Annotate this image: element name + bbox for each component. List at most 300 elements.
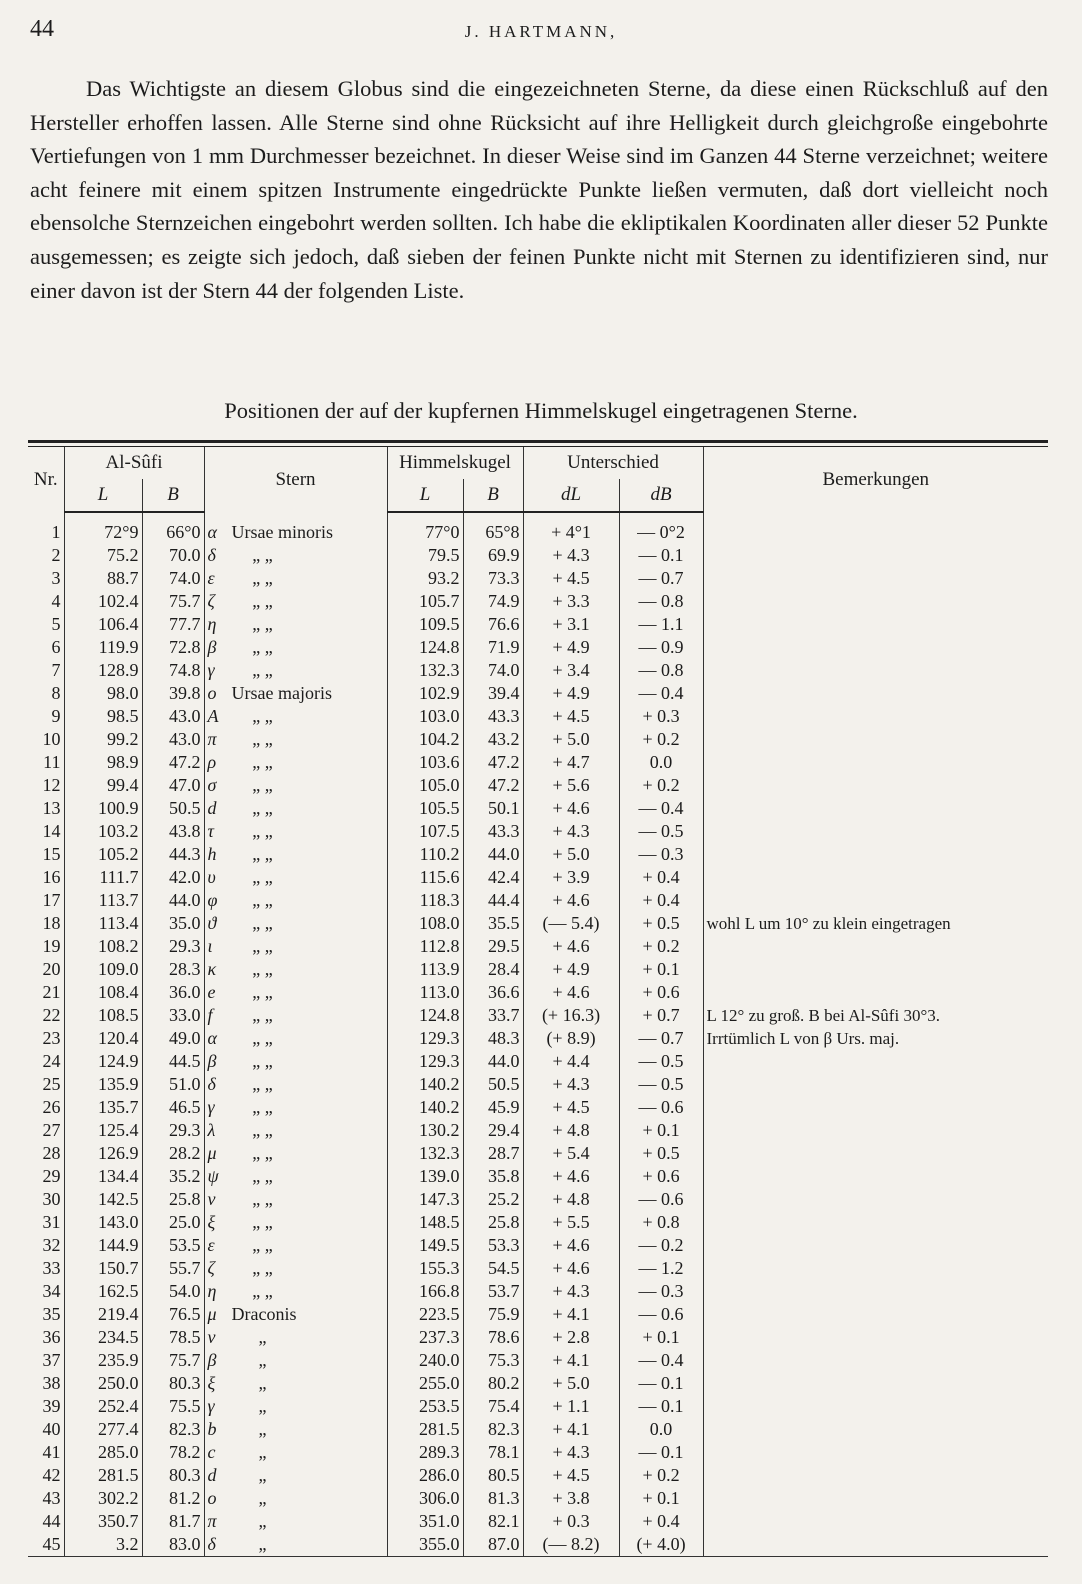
cell-himmel-B: 87.0	[463, 1533, 523, 1557]
cell-alsufi-B: 43.0	[142, 728, 204, 751]
star-letter: ν	[207, 1327, 216, 1347]
cell-himmel-L: 113.0	[387, 981, 463, 1004]
cell-diff-dL: (+ 8.9)	[523, 1027, 619, 1050]
cell-himmel-B: 53.3	[463, 1234, 523, 1257]
table-row	[28, 1096, 1048, 1119]
star-letter: ρ	[207, 752, 217, 772]
table-row	[28, 820, 1048, 843]
cell-himmel-B: 44.4	[463, 889, 523, 912]
cell-himmel-L: 104.2	[387, 728, 463, 751]
star-letter: η	[207, 614, 217, 634]
star-letter: δ	[207, 1534, 216, 1554]
constellation-name: „ „	[252, 1166, 273, 1186]
constellation-name: „	[258, 1442, 267, 1462]
star-letter: ν	[207, 1189, 216, 1209]
table-row	[28, 889, 1048, 912]
cell-diff-dL: (+ 16.3)	[523, 1004, 619, 1027]
table-row	[28, 1119, 1048, 1142]
table-row	[28, 1510, 1048, 1533]
cell-bemerkung	[703, 843, 1048, 866]
cell-himmel-B: 47.2	[463, 774, 523, 797]
cell-himmel-L: 77°0	[387, 512, 463, 544]
cell-nr: 25	[42, 1074, 61, 1094]
table-row	[28, 958, 1048, 981]
cell-diff-dL: + 3.4	[523, 659, 619, 682]
cell-himmel-L: 255.0	[387, 1372, 463, 1395]
cell-diff-dB: — 0.7	[619, 1027, 703, 1050]
cell-alsufi-L: 113.4	[64, 912, 142, 935]
cell-bemerkung	[703, 613, 1048, 636]
col-header-hB: B	[463, 479, 523, 512]
cell-alsufi-L: 3.2	[64, 1533, 142, 1557]
constellation-name: „ „	[252, 729, 273, 749]
cell-diff-dB: — 0.6	[619, 1188, 703, 1211]
star-letter: α	[207, 521, 217, 542]
star-letter: β	[207, 1051, 217, 1071]
col-header-unterschied: Unterschied	[523, 447, 703, 479]
cell-diff-dB: — 1.2	[619, 1257, 703, 1280]
cell-nr: 28	[42, 1143, 61, 1163]
table-caption: Positionen der auf der kupfernen Himmelskugel eingetragenen Sterne.	[224, 398, 858, 423]
cell-nr: 20	[42, 959, 61, 979]
cell-diff-dL: + 4.4	[523, 1050, 619, 1073]
cell-stern	[204, 1487, 387, 1510]
col-header-B: B	[142, 479, 204, 512]
cell-himmel-L: 79.5	[387, 544, 463, 567]
cell-nr: 3	[51, 568, 61, 588]
cell-alsufi-B: 80.3	[142, 1372, 204, 1395]
star-letter: η	[207, 1281, 217, 1301]
cell-alsufi-L: 72°9	[64, 512, 142, 544]
cell-stern	[204, 1533, 387, 1557]
cell-stern	[204, 843, 387, 866]
cell-diff-dL: + 4.5	[523, 567, 619, 590]
cell-alsufi-B: 82.3	[142, 1418, 204, 1441]
constellation-name: „	[258, 1350, 267, 1370]
cell-alsufi-L: 88.7	[64, 567, 142, 590]
table-row	[28, 567, 1048, 590]
cell-stern	[204, 1188, 387, 1211]
cell-nr: 19	[42, 936, 61, 956]
constellation-name: „ „	[252, 1212, 273, 1232]
cell-alsufi-B: 25.8	[142, 1188, 204, 1211]
cell-stern	[204, 1027, 387, 1050]
table-row	[28, 1487, 1048, 1510]
cell-stern	[204, 1418, 387, 1441]
cell-diff-dB: — 0.6	[619, 1303, 703, 1326]
cell-himmel-B: 35.5	[463, 912, 523, 935]
star-letter: δ	[207, 1074, 216, 1094]
cell-himmel-B: 53.7	[463, 1280, 523, 1303]
cell-alsufi-L: 234.5	[64, 1326, 142, 1349]
cell-stern	[204, 797, 387, 820]
cell-stern	[204, 1441, 387, 1464]
cell-diff-dL: + 4.3	[523, 1280, 619, 1303]
cell-diff-dL: + 4.9	[523, 958, 619, 981]
cell-himmel-B: 45.9	[463, 1096, 523, 1119]
cell-diff-dB: + 0.6	[619, 1165, 703, 1188]
cell-stern	[204, 1165, 387, 1188]
cell-alsufi-L: 105.2	[64, 843, 142, 866]
cell-diff-dB: + 0.2	[619, 1464, 703, 1487]
cell-nr: 38	[42, 1373, 61, 1393]
cell-nr: 9	[51, 706, 61, 726]
cell-himmel-B: 25.8	[463, 1211, 523, 1234]
table-row	[28, 843, 1048, 866]
cell-alsufi-L: 135.7	[64, 1096, 142, 1119]
cell-alsufi-B: 28.2	[142, 1142, 204, 1165]
cell-nr: 34	[42, 1281, 61, 1301]
cell-stern	[204, 1395, 387, 1418]
cell-himmel-B: 80.5	[463, 1464, 523, 1487]
cell-diff-dL: (— 5.4)	[523, 912, 619, 935]
cell-diff-dL: (— 8.2)	[523, 1533, 619, 1557]
cell-bemerkung	[703, 774, 1048, 797]
constellation-name: „ „	[252, 982, 273, 1002]
cell-alsufi-L: 111.7	[64, 866, 142, 889]
cell-bemerkung	[703, 1326, 1048, 1349]
star-letter: ξ	[207, 1373, 216, 1393]
cell-alsufi-L: 119.9	[64, 636, 142, 659]
cell-alsufi-B: 35.2	[142, 1165, 204, 1188]
cell-himmel-B: 29.5	[463, 935, 523, 958]
star-letter: φ	[207, 890, 218, 910]
cell-alsufi-L: 350.7	[64, 1510, 142, 1533]
cell-alsufi-L: 99.2	[64, 728, 142, 751]
cell-nr: 11	[43, 752, 61, 772]
cell-nr: 42	[42, 1465, 61, 1485]
cell-himmel-L: 253.5	[387, 1395, 463, 1418]
table-row	[28, 512, 1048, 544]
cell-diff-dL: + 4.6	[523, 981, 619, 1004]
cell-stern	[204, 820, 387, 843]
cell-diff-dB: — 0.1	[619, 1395, 703, 1418]
constellation-name: „ „	[252, 1189, 273, 1209]
cell-stern	[204, 590, 387, 613]
cell-nr: 1	[51, 521, 61, 542]
constellation-name: Ursae majoris	[231, 683, 332, 703]
cell-himmel-L: 105.0	[387, 774, 463, 797]
cell-diff-dB: — 0.3	[619, 1280, 703, 1303]
cell-alsufi-L: 98.5	[64, 705, 142, 728]
cell-alsufi-L: 125.4	[64, 1119, 142, 1142]
constellation-name: „ „	[252, 936, 273, 956]
cell-bemerkung	[703, 1050, 1048, 1073]
star-letter: β	[207, 1350, 217, 1370]
star-letter: γ	[207, 1396, 215, 1416]
cell-bemerkung: Irrtümlich L von β Urs. maj.	[703, 1027, 1048, 1050]
constellation-name: „ „	[252, 1281, 273, 1301]
cell-himmel-L: 130.2	[387, 1119, 463, 1142]
cell-diff-dB: — 0.5	[619, 820, 703, 843]
table-row	[28, 613, 1048, 636]
cell-diff-dL: + 1.1	[523, 1395, 619, 1418]
cell-himmel-L: 155.3	[387, 1257, 463, 1280]
cell-diff-dL: + 4.1	[523, 1418, 619, 1441]
constellation-name: „ „	[252, 1028, 273, 1048]
star-letter: o	[207, 683, 217, 703]
cell-diff-dL: + 5.0	[523, 843, 619, 866]
cell-himmel-L: 132.3	[387, 659, 463, 682]
cell-alsufi-B: 28.3	[142, 958, 204, 981]
cell-diff-dL: + 4.3	[523, 1441, 619, 1464]
cell-diff-dB: — 0.4	[619, 797, 703, 820]
star-positions-table	[28, 440, 1048, 1557]
constellation-name: „ „	[252, 1051, 273, 1071]
cell-alsufi-B: 36.0	[142, 981, 204, 1004]
paragraph-text: Das Wichtigste an diesem Globus sind die eingezeichneten Sterne, da diese einen Rückschluß auf den Hersteller erhoffen lassen. Alle Sterne sind ohne Rücksicht auf ihre Helligkeit durch gleichgroße eingebohrte Vertiefungen von 1 mm Durchmesser bezeichnet. In dieser Weise sind im Ganzen 44 Sterne verzeichnet; weitere acht feinere mit einem spitzen Instrumente eingedrückte Punkte ließen vermuten, daß dort vielleicht noch ebensolche Sternzeichen eingebohrt werden sollten. Ich habe die ekliptikalen Koordinaten aller dieser 52 Punkte ausgemessen; es zeigte sich jedoch, daß sieben der feinen Punkte nicht mit Sternen zu identifizieren sind, nur einer davon ist der Stern 44 der folgenden Liste.	[30, 76, 1048, 303]
table-row	[28, 1418, 1048, 1441]
cell-diff-dB: + 0.1	[619, 1119, 703, 1142]
cell-nr: 13	[42, 798, 61, 818]
cell-himmel-L: 148.5	[387, 1211, 463, 1234]
table-row	[28, 544, 1048, 567]
cell-stern	[204, 1211, 387, 1234]
cell-bemerkung	[703, 636, 1048, 659]
cell-stern	[204, 889, 387, 912]
cell-diff-dB: 0.0	[619, 751, 703, 774]
cell-bemerkung	[703, 889, 1048, 912]
cell-diff-dL: + 4.9	[523, 682, 619, 705]
cell-nr: 12	[42, 775, 61, 795]
cell-himmel-B: 43.3	[463, 820, 523, 843]
cell-diff-dL: + 5.0	[523, 1372, 619, 1395]
cell-himmel-B: 82.1	[463, 1510, 523, 1533]
cell-himmel-B: 50.1	[463, 797, 523, 820]
cell-diff-dB: — 0.6	[619, 1096, 703, 1119]
table-top-rule	[28, 440, 1048, 443]
cell-stern	[204, 728, 387, 751]
cell-himmel-B: 44.0	[463, 843, 523, 866]
cell-alsufi-L: 99.4	[64, 774, 142, 797]
star-letter: α	[207, 1028, 217, 1048]
cell-himmel-L: 147.3	[387, 1188, 463, 1211]
cell-alsufi-B: 33.0	[142, 1004, 204, 1027]
cell-diff-dL: + 4.3	[523, 1073, 619, 1096]
cell-diff-dL: + 4.5	[523, 1096, 619, 1119]
cell-stern	[204, 958, 387, 981]
constellation-name: „ „	[252, 660, 273, 680]
cell-himmel-L: 139.0	[387, 1165, 463, 1188]
cell-alsufi-L: 235.9	[64, 1349, 142, 1372]
star-letter: κ	[207, 959, 217, 979]
cell-himmel-L: 289.3	[387, 1441, 463, 1464]
col-header-hL: L	[387, 479, 463, 512]
cell-nr: 35	[42, 1304, 61, 1324]
constellation-name: „	[258, 1534, 267, 1554]
star-letter: λ	[207, 1120, 216, 1140]
cell-diff-dB: — 0.3	[619, 843, 703, 866]
col-header-stern: Stern	[204, 447, 387, 512]
running-head: J. HARTMANN,	[464, 22, 618, 41]
cell-himmel-L: 103.0	[387, 705, 463, 728]
cell-diff-dB: + 0.4	[619, 866, 703, 889]
cell-bemerkung	[703, 590, 1048, 613]
cell-bemerkung	[703, 751, 1048, 774]
cell-stern	[204, 1510, 387, 1533]
cell-alsufi-B: 78.2	[142, 1441, 204, 1464]
constellation-name: „ „	[252, 752, 273, 772]
cell-diff-dL: + 4.6	[523, 889, 619, 912]
cell-alsufi-L: 98.0	[64, 682, 142, 705]
constellation-name: „ „	[252, 867, 273, 887]
cell-bemerkung	[703, 1188, 1048, 1211]
cell-diff-dB: — 0.5	[619, 1050, 703, 1073]
cell-alsufi-L: 102.4	[64, 590, 142, 613]
cell-stern	[204, 1073, 387, 1096]
cell-diff-dB: — 0.8	[619, 590, 703, 613]
cell-alsufi-L: 135.9	[64, 1073, 142, 1096]
cell-himmel-B: 74.0	[463, 659, 523, 682]
cell-alsufi-L: 142.5	[64, 1188, 142, 1211]
cell-himmel-B: 65°8	[463, 512, 523, 544]
cell-nr: 23	[42, 1028, 61, 1048]
table-row	[28, 1073, 1048, 1096]
cell-diff-dL: + 3.3	[523, 590, 619, 613]
constellation-name: „	[258, 1465, 267, 1485]
constellation-name: „ „	[252, 775, 273, 795]
star-letter: σ	[207, 775, 217, 795]
cell-diff-dL: + 2.8	[523, 1326, 619, 1349]
cell-nr: 17	[42, 890, 61, 910]
cell-diff-dB: + 0.5	[619, 912, 703, 935]
cell-nr: 6	[51, 637, 61, 657]
table-row	[28, 659, 1048, 682]
constellation-name: Ursae minoris	[231, 521, 333, 542]
star-letter: b	[207, 1419, 217, 1439]
cell-bemerkung	[703, 1533, 1048, 1557]
constellation-name: „ „	[252, 844, 273, 864]
cell-himmel-B: 29.4	[463, 1119, 523, 1142]
cell-alsufi-L: 120.4	[64, 1027, 142, 1050]
constellation-name: „ „	[252, 1235, 273, 1255]
cell-diff-dL: + 3.1	[523, 613, 619, 636]
cell-nr: 44	[42, 1511, 61, 1531]
cell-stern	[204, 751, 387, 774]
star-letter: d	[207, 1465, 217, 1485]
cell-diff-dB: + 0.8	[619, 1211, 703, 1234]
cell-himmel-B: 75.4	[463, 1395, 523, 1418]
table-row	[28, 751, 1048, 774]
cell-bemerkung	[703, 1441, 1048, 1464]
cell-diff-dB: — 0.1	[619, 1441, 703, 1464]
cell-diff-dL: + 4.1	[523, 1303, 619, 1326]
cell-nr: 40	[42, 1419, 61, 1439]
cell-nr: 2	[51, 545, 61, 565]
table-row	[28, 935, 1048, 958]
constellation-name: „ „	[252, 706, 273, 726]
table-row	[28, 981, 1048, 1004]
col-header-dB: dB	[619, 479, 703, 512]
cell-alsufi-B: 43.0	[142, 705, 204, 728]
cell-alsufi-B: 55.7	[142, 1257, 204, 1280]
constellation-name: „ „	[252, 1120, 273, 1140]
star-letter: e	[207, 982, 216, 1002]
cell-stern	[204, 1004, 387, 1027]
cell-alsufi-L: 150.7	[64, 1257, 142, 1280]
cell-alsufi-L: 285.0	[64, 1441, 142, 1464]
cell-bemerkung	[703, 1349, 1048, 1372]
constellation-name: „ „	[252, 1143, 273, 1163]
data-table	[28, 447, 1048, 1557]
cell-diff-dB: + 0.4	[619, 889, 703, 912]
cell-alsufi-B: 75.7	[142, 590, 204, 613]
star-letter: γ	[207, 660, 215, 680]
cell-himmel-L: 237.3	[387, 1326, 463, 1349]
cell-stern	[204, 1119, 387, 1142]
cell-bemerkung	[703, 705, 1048, 728]
cell-alsufi-B: 80.3	[142, 1464, 204, 1487]
cell-diff-dL: + 4.1	[523, 1349, 619, 1372]
cell-himmel-L: 110.2	[387, 843, 463, 866]
col-header-al-sufi: Al-Sûfi	[64, 447, 204, 479]
table-header	[28, 447, 1048, 512]
cell-nr: 10	[42, 729, 61, 749]
cell-stern	[204, 512, 387, 544]
star-letter: h	[207, 844, 217, 864]
cell-bemerkung: wohl L um 10° zu klein eingetragen	[703, 912, 1048, 935]
cell-alsufi-B: 54.0	[142, 1280, 204, 1303]
cell-himmel-B: 78.1	[463, 1441, 523, 1464]
cell-diff-dB: + 0.4	[619, 1510, 703, 1533]
cell-nr: 37	[42, 1350, 61, 1370]
cell-alsufi-B: 49.0	[142, 1027, 204, 1050]
cell-himmel-B: 47.2	[463, 751, 523, 774]
constellation-name: „ „	[252, 913, 273, 933]
constellation-name: „ „	[252, 1258, 273, 1278]
cell-bemerkung	[703, 512, 1048, 544]
cell-alsufi-L: 219.4	[64, 1303, 142, 1326]
cell-bemerkung	[703, 958, 1048, 981]
cell-bemerkung	[703, 797, 1048, 820]
star-letter: ψ	[207, 1166, 219, 1186]
cell-bemerkung	[703, 1211, 1048, 1234]
cell-stern	[204, 1142, 387, 1165]
cell-himmel-B: 43.2	[463, 728, 523, 751]
constellation-name: „ „	[252, 568, 273, 588]
table-row	[28, 774, 1048, 797]
cell-nr: 36	[42, 1327, 61, 1347]
cell-himmel-B: 71.9	[463, 636, 523, 659]
cell-alsufi-L: 281.5	[64, 1464, 142, 1487]
cell-nr: 39	[42, 1396, 61, 1416]
constellation-name: Draconis	[231, 1304, 297, 1324]
cell-alsufi-B: 42.0	[142, 866, 204, 889]
cell-alsufi-L: 103.2	[64, 820, 142, 843]
constellation-name: „ „	[252, 959, 273, 979]
table-row	[28, 682, 1048, 705]
cell-alsufi-L: 250.0	[64, 1372, 142, 1395]
cell-bemerkung	[703, 682, 1048, 705]
cell-alsufi-B: 83.0	[142, 1533, 204, 1557]
cell-himmel-B: 78.6	[463, 1326, 523, 1349]
star-letter: β	[207, 637, 217, 657]
cell-alsufi-L: 75.2	[64, 544, 142, 567]
cell-himmel-B: 50.5	[463, 1073, 523, 1096]
table-body	[28, 512, 1048, 1557]
cell-himmel-B: 35.8	[463, 1165, 523, 1188]
cell-bemerkung	[703, 1257, 1048, 1280]
cell-nr: 18	[42, 913, 61, 933]
table-row	[28, 1326, 1048, 1349]
star-letter: δ	[207, 545, 216, 565]
cell-diff-dB: — 0.2	[619, 1234, 703, 1257]
table-row	[28, 728, 1048, 751]
cell-nr: 24	[42, 1051, 61, 1071]
table-row	[28, 797, 1048, 820]
cell-himmel-B: 33.7	[463, 1004, 523, 1027]
cell-alsufi-B: 76.5	[142, 1303, 204, 1326]
